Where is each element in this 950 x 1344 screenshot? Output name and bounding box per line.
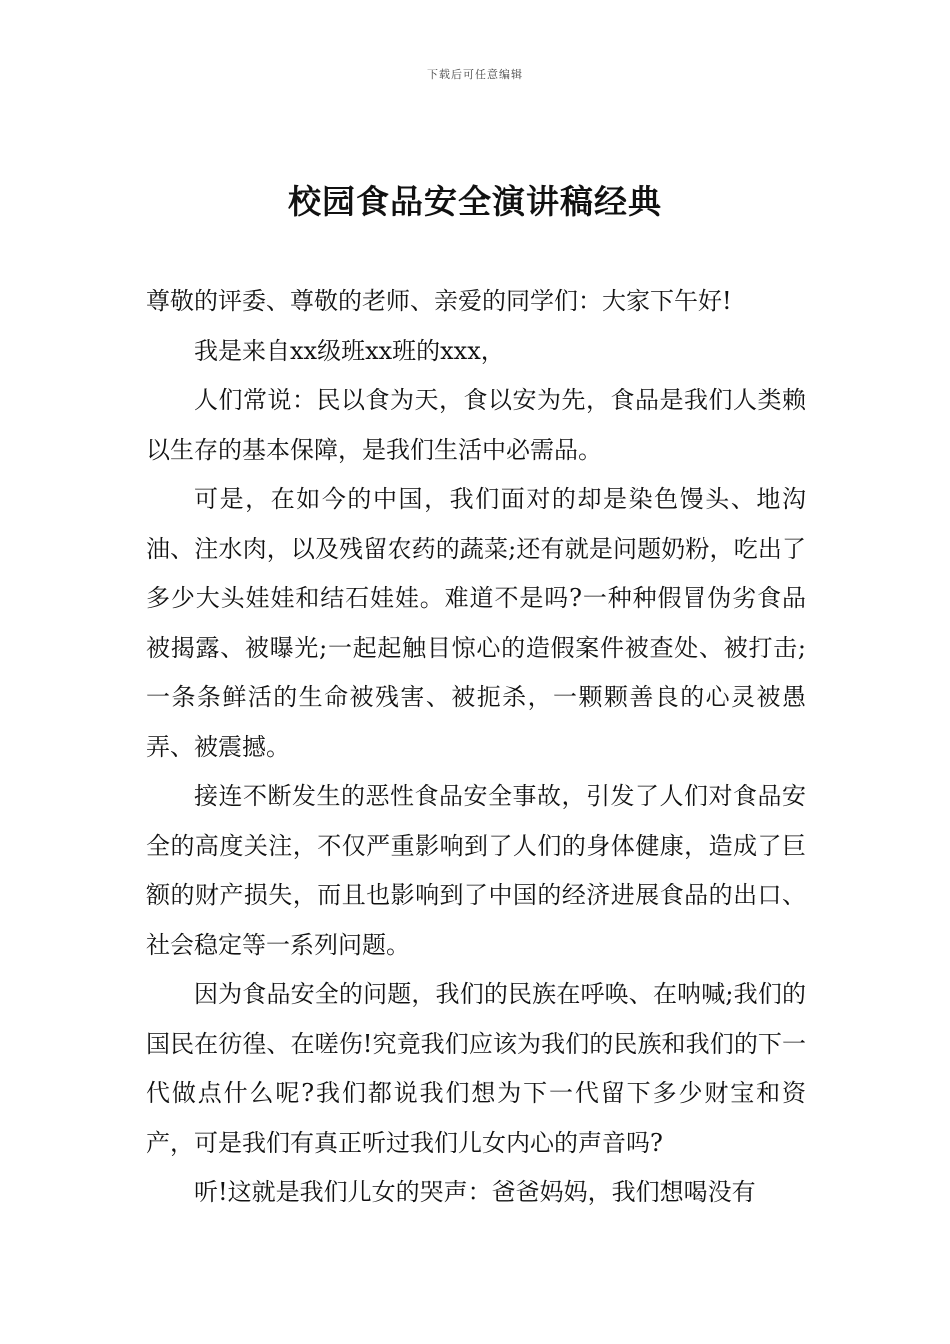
body-paragraph: 听!这就是我们儿女的哭声：爸爸妈妈，我们想喝没有 bbox=[194, 1178, 756, 1206]
body-paragraph: 接连不断发生的恶性食品安全事故，引发了人们对食品安全的高度关注，不仅严重影响到了人们的身体健康，造成了巨额的财产损失，而且也影响到了中国的经济进展食品的出口、社会稳定等一系列问题。 bbox=[146, 782, 806, 959]
document-body bbox=[146, 277, 806, 1218]
salutation-paragraph: 尊敬的评委、尊敬的老师、亲爱的同学们：大家下午好! bbox=[146, 287, 732, 315]
document-title: 校园食品安全演讲稿经典 bbox=[288, 182, 662, 221]
body-paragraph: 我是来自xx级班xx班的xxx， bbox=[194, 336, 505, 365]
header-note: 下载后可任意编辑 bbox=[427, 68, 523, 81]
body-paragraph: 可是，在如今的中国，我们面对的却是染色馒头、地沟油、注水肉，以及残留农药的蔬菜;还有就是问题奶粉，吃出了多少大头娃娃和结石娃娃。难道不是吗?一种种假冒伪劣食品被揭露、被曝光;一起起触目惊心的造假案件被查处、被打击;一条条鲜活的生命被残害、被扼杀，一颗颗善良的心灵被愚弄、被震撼。 bbox=[146, 485, 806, 761]
body-paragraph: 因为食品安全的问题，我们的民族在呼唤、在呐喊;我们的国民在彷徨、在嗟伤!究竟我们应该为我们的民族和我们的下一代做点什么呢?我们都说我们想为下一代留下多少财宝和资产，可是我们有真正听过我们儿女内心的声音吗? bbox=[146, 980, 806, 1157]
body-paragraph: 人们常说：民以食为天，食以安为先，食品是我们人类赖以生存的基本保障，是我们生活中必需品。 bbox=[146, 386, 806, 464]
